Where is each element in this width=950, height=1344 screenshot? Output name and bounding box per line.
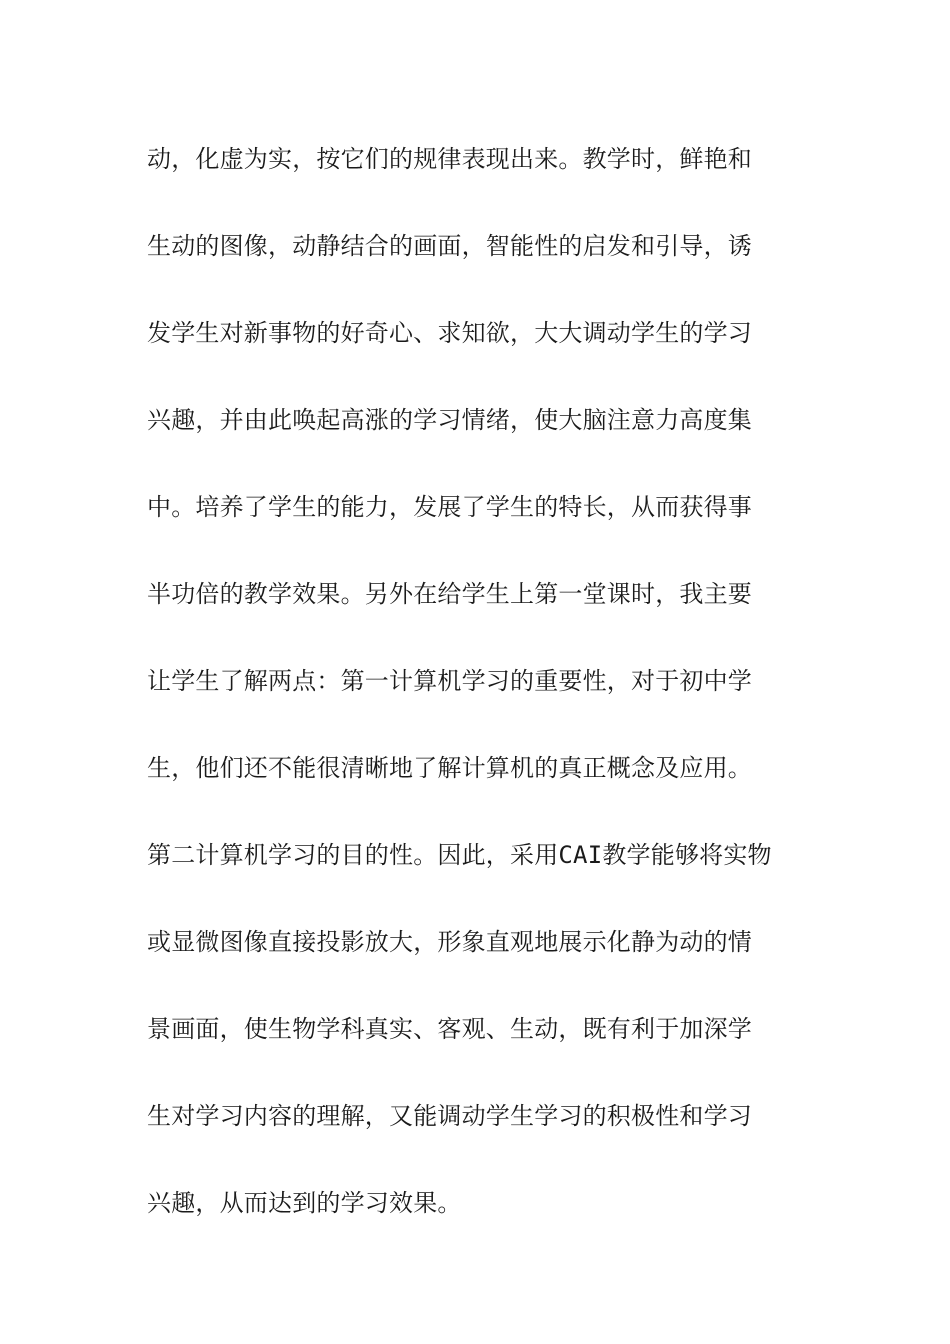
body-paragraph bbox=[147, 137, 807, 1268]
text-line: 兴趣，从而达到的学习效果。 bbox=[147, 1189, 462, 1217]
text-line: 或显微图像直接投影放大，形象直观地展示化静为动的情 bbox=[147, 928, 752, 956]
text-line: 生对学习内容的理解，又能调动学生学习的积极性和学习 bbox=[147, 1102, 752, 1130]
text-line: 生动的图像，动静结合的画面，智能性的启发和引导，诱 bbox=[147, 232, 752, 260]
text-line: 半功倍的教学效果。另外在给学生上第一堂课时，我主要 bbox=[147, 580, 752, 608]
text-line: 景画面，使生物学科真实、客观、生动，既有利于加深学 bbox=[147, 1015, 752, 1043]
text-line: 让学生了解两点：第一计算机学习的重要性，对于初中学 bbox=[147, 667, 752, 695]
text-line: 发学生对新事物的好奇心、求知欲，大大调动学生的学习 bbox=[147, 319, 752, 347]
text-line: 第二计算机学习的目的性。因此，采用CAI教学能够将实物 bbox=[147, 841, 772, 869]
text-line: 生，他们还不能很清晰地了解计算机的真正概念及应用。 bbox=[147, 754, 752, 782]
text-line: 动，化虚为实，按它们的规律表现出来。教学时，鲜艳和 bbox=[147, 145, 752, 173]
text-line: 兴趣，并由此唤起高涨的学习情绪，使大脑注意力高度集 bbox=[147, 406, 752, 434]
text-line: 中。培养了学生的能力，发展了学生的特长，从而获得事 bbox=[147, 493, 752, 521]
